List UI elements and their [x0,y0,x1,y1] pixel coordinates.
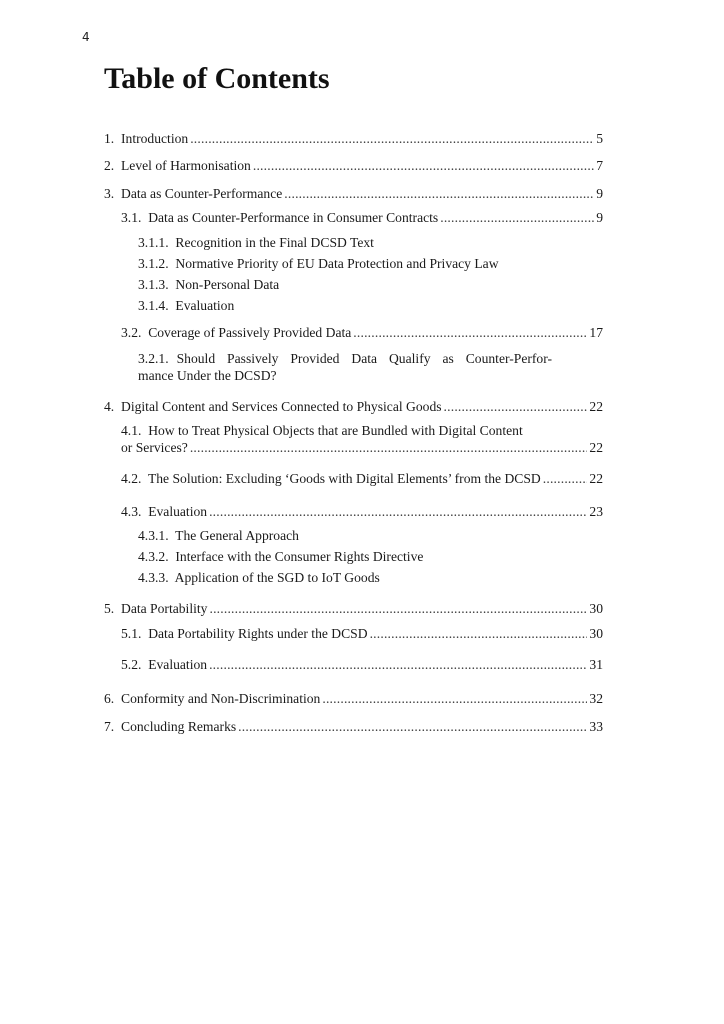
dot-leader [444,398,588,415]
page-title: Table of Contents [104,62,330,95]
page-number: 4 [82,30,90,44]
toc-page: 30 [589,626,603,641]
toc-label: Normative Priority of EU Data Protection and Privacy Law [175,256,499,271]
dot-leader [440,209,594,226]
toc-number: 5. [104,601,115,616]
toc-entry-level-of-harmonisation[interactable] [104,157,603,174]
toc-entry-digital-content-physical-goods[interactable] [104,398,603,415]
toc-number: 4.3. [121,504,142,519]
dot-leader [322,690,587,707]
toc-entry-4-3[interactable] [121,503,603,520]
toc-number: 3.1.4. [138,298,169,313]
toc-page: 7 [596,158,603,173]
toc-entry-3-1-4[interactable] [138,297,234,314]
toc-number: 4.2. [121,471,142,486]
toc-number: 2. [104,158,115,173]
toc-label: The Solution: Excluding ‘Goods with Digital Elements’ from the DCSD [147,471,541,486]
toc-page: 31 [589,657,603,672]
toc-label: Interface with the Consumer Rights Directive [175,549,424,564]
toc-number: 4.1. [121,423,142,438]
toc-number: 3.2.1. [138,351,169,366]
toc-number: 4.3.1. [138,528,169,543]
toc-label: Evaluation [148,504,208,519]
toc-label: Data Portability Rights under the DCSD [148,626,368,641]
toc-number: 3.2. [121,325,142,340]
toc-page: 22 [589,471,603,486]
toc-entry-4-3-2[interactable] [138,548,423,565]
toc-label: Introduction [121,131,189,146]
toc-entry-4-1[interactable] [121,422,523,439]
dot-leader [209,503,587,520]
toc-entry-3-2[interactable] [121,324,603,341]
toc-label: Level of Harmonisation [121,158,251,173]
dot-leader [238,718,587,735]
dot-leader [543,470,588,487]
toc-label: Coverage of Passively Provided Data [148,325,352,340]
toc-label-line1: Should Passively Provided Data Qualify as Counter-Perfor- [176,351,552,366]
toc-page: 30 [589,601,603,616]
toc-entry-5-1[interactable] [121,625,603,642]
toc-entry-3-1-2[interactable] [138,255,499,272]
toc-entry-3-2-1[interactable] [138,350,552,384]
toc-number: 4. [104,399,115,414]
toc-entry-4-3-1[interactable] [138,527,299,544]
toc-number: 3.1.3. [138,277,169,292]
toc-page: 5 [596,131,603,146]
toc-number: 1. [104,131,115,146]
toc-page: 23 [589,504,603,519]
toc-entry-conformity[interactable] [104,690,603,707]
toc-entry-introduction[interactable] [104,130,603,147]
toc-number: 7. [104,719,115,734]
toc-label: Non-Personal Data [175,277,280,292]
dot-leader [284,185,594,202]
toc-page: 33 [589,719,603,734]
toc-number: 4.3.2. [138,549,169,564]
toc-label: Evaluation [175,298,235,313]
dot-leader [190,130,594,147]
toc-entry-5-2[interactable] [121,656,603,673]
toc-page: 22 [589,399,603,414]
toc-entry-4-1-cont[interactable] [121,439,603,456]
dot-leader [209,656,587,673]
toc-number: 4.3.3. [138,570,169,585]
toc-label: Data as Counter-Performance [121,186,283,201]
toc-number: 5.1. [121,626,142,641]
toc-label: The General Approach [175,528,299,543]
toc-number: 3.1.2. [138,256,169,271]
toc-number: 3. [104,186,115,201]
toc-number: 3.1. [121,210,142,225]
toc-page: 22 [589,440,603,455]
toc-page: 32 [589,691,603,706]
toc-label-line2: mance Under the DCSD? [138,368,277,383]
dot-leader [370,625,588,642]
toc-label-line1: How to Treat Physical Objects that are Bundled with Digital Content [148,423,523,438]
toc-label: Digital Content and Services Connected to Physical Goods [121,399,442,414]
toc-entry-3-1-1[interactable] [138,234,374,251]
toc-entry-4-3-3[interactable] [138,569,380,586]
toc-entry-data-portability[interactable] [104,600,603,617]
toc-number: 5.2. [121,657,142,672]
toc-entry-concluding-remarks[interactable] [104,718,603,735]
toc-page: 9 [596,210,603,225]
toc-page: 9 [596,186,603,201]
toc-entry-4-2[interactable] [121,470,603,487]
toc-label: Concluding Remarks [121,719,237,734]
toc-entry-3-1[interactable] [121,209,603,226]
dot-leader [353,324,587,341]
toc-entry-3-1-3[interactable] [138,276,279,293]
dot-leader [253,157,594,174]
toc-label: Evaluation [148,657,208,672]
toc-label: Conformity and Non-Discrimination [121,691,321,706]
dot-leader [209,600,587,617]
toc-entry-data-as-counter-performance[interactable] [104,185,603,202]
toc-label: Data as Counter-Performance in Consumer Contracts [148,210,439,225]
toc-label: Recognition in the Final DCSD Text [175,235,374,250]
toc-page: 17 [589,325,603,340]
toc-number: 3.1.1. [138,235,169,250]
toc-label-line2: or Services? [121,440,188,455]
toc-number: 6. [104,691,115,706]
toc-label: Data Portability [121,601,208,616]
toc-label: Application of the SGD to IoT Goods [174,570,380,585]
dot-leader [190,439,588,456]
